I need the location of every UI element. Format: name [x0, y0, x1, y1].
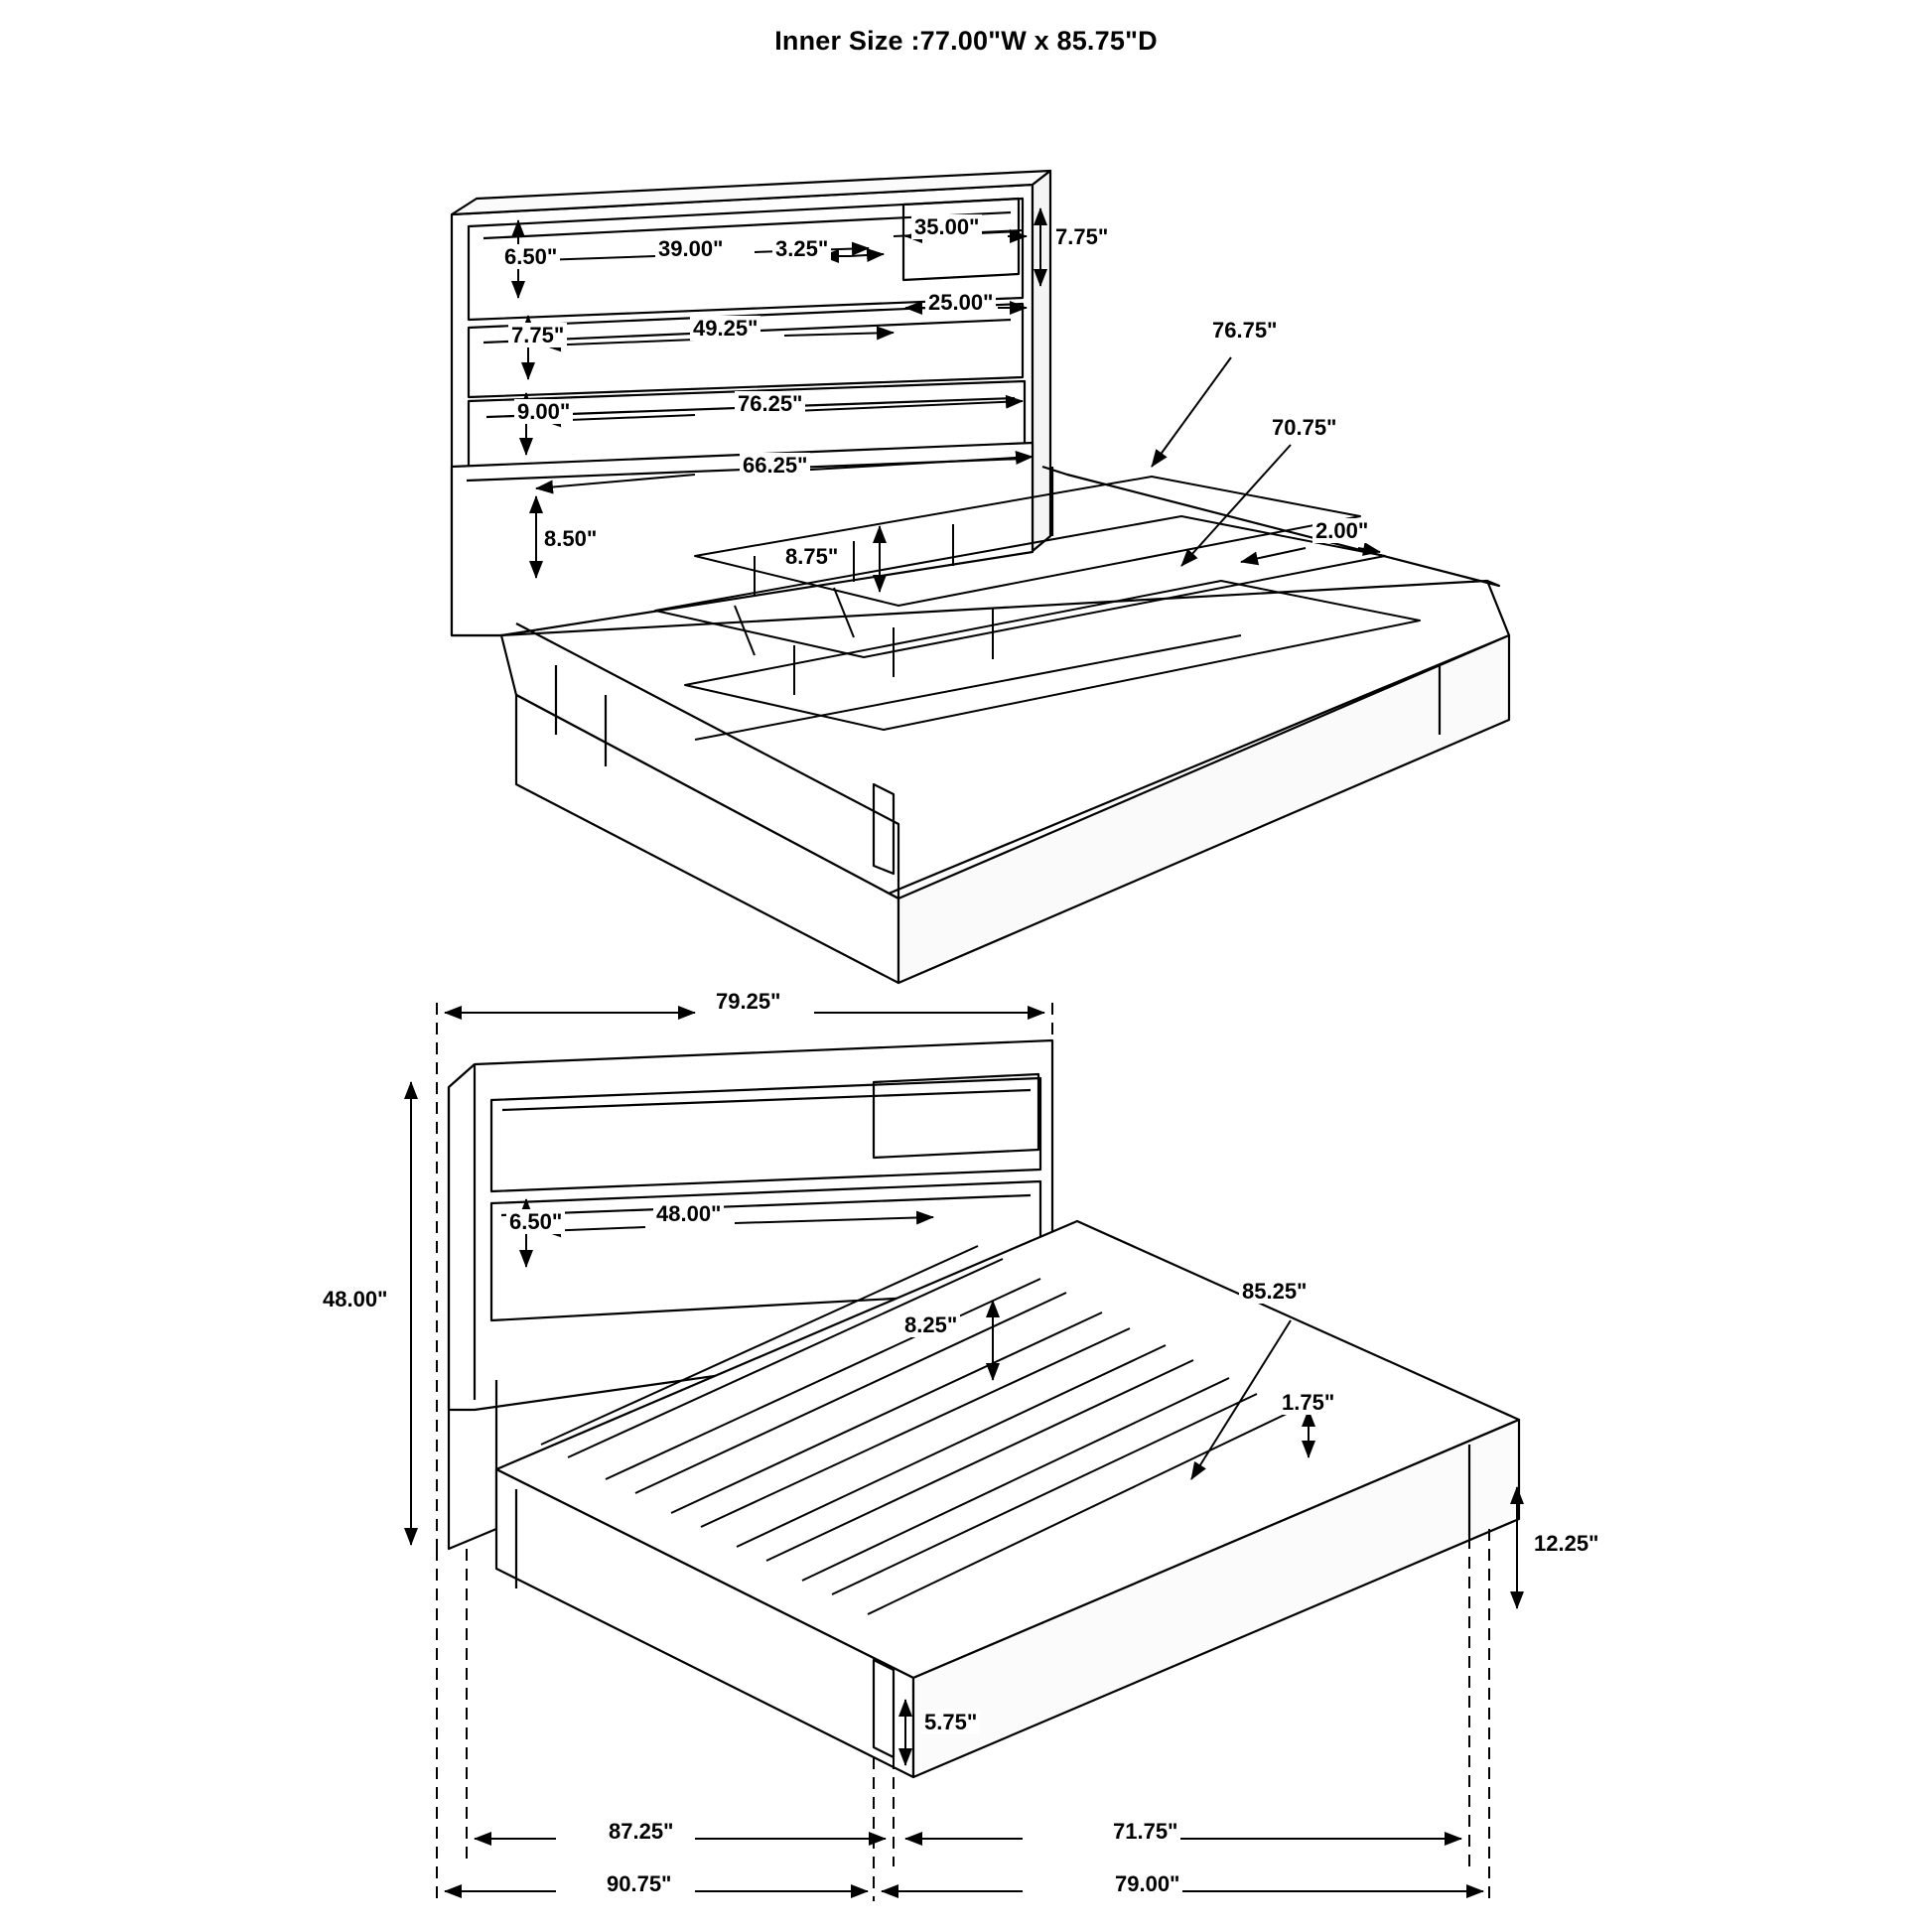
dim-label-76-75: 76.75" [1209, 318, 1280, 343]
dim-label-6-50-top: 6.50" [501, 244, 560, 269]
dim-label-79-25: 79.25" [713, 989, 783, 1014]
dim-label-85-25: 85.25" [1239, 1279, 1310, 1304]
page-title: Inner Size :77.00"W x 85.75"D [774, 26, 1158, 56]
dim-label-71-75: 71.75" [1110, 1819, 1180, 1844]
dim-label-8-50: 8.50" [541, 526, 600, 551]
dim-label-2-00: 2.00" [1312, 518, 1371, 543]
dim-label-79-00: 79.00" [1112, 1871, 1182, 1896]
dim-label-1-75: 1.75" [1279, 1390, 1337, 1415]
dim-label-35-00: 35.00" [911, 214, 982, 239]
dim-label-76-25: 76.25" [735, 391, 805, 416]
dim-label-25-00: 25.00" [925, 290, 996, 315]
dim-label-3-25: 3.25" [772, 236, 831, 261]
dim-label-48-00-shelf: 48.00" [653, 1201, 724, 1226]
dim-label-7-75-second: 7.75" [508, 323, 567, 347]
bed-bottom-view-geometry [449, 1040, 1519, 1777]
dim-label-66-25: 66.25" [740, 453, 810, 478]
dim-label-8-25: 8.25" [901, 1312, 960, 1337]
dim-label-49-25: 49.25" [690, 316, 760, 341]
dim-label-12-25: 12.25" [1531, 1531, 1601, 1556]
dim-label-70-75: 70.75" [1269, 415, 1339, 440]
dim-label-48-00-height: 48.00" [320, 1287, 390, 1311]
dim-label-39-00: 39.00" [655, 236, 726, 261]
dim-label-6-50-bottom: 6.50" [506, 1209, 565, 1234]
dim-label-7-75-top: 7.75" [1052, 224, 1111, 249]
dim-label-90-75: 90.75" [604, 1871, 674, 1896]
dim-label-5-75: 5.75" [921, 1710, 980, 1734]
dim-label-87-25: 87.25" [606, 1819, 676, 1844]
dim-label-9-00: 9.00" [514, 399, 573, 424]
dim-label-8-75: 8.75" [782, 544, 841, 569]
